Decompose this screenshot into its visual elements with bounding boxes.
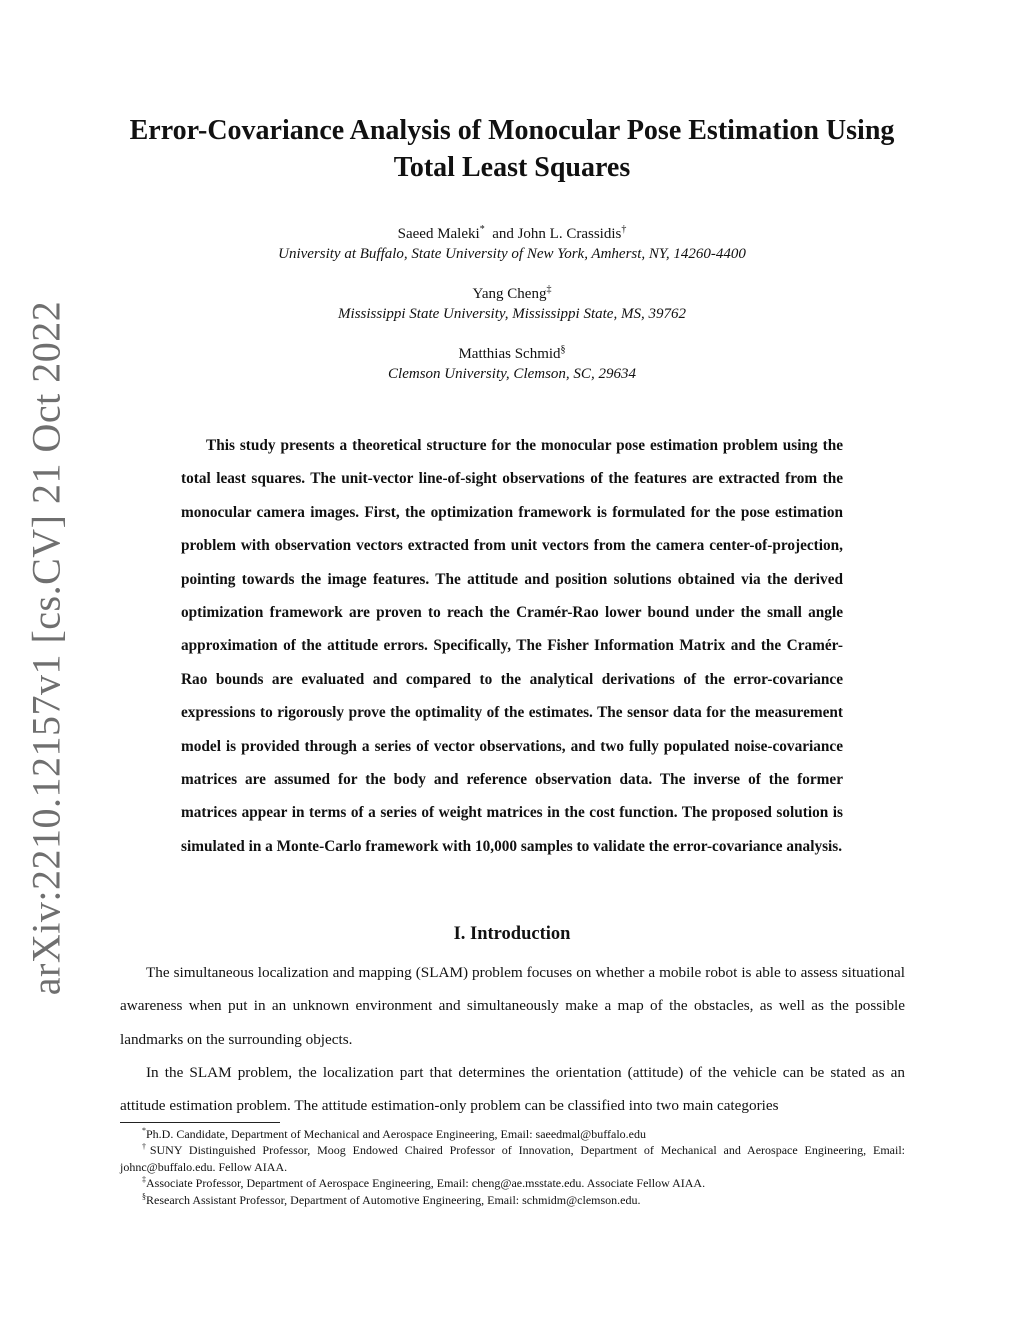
intro-paragraph-2: In the SLAM problem, the localization part that determines the orientation (attitude) of the vehicle can be stated as an attitude estimation problem. The attitude estimation-only problem can be classified into two main categories bbox=[120, 1064, 905, 1115]
footnotes bbox=[120, 1126, 905, 1208]
footnote-1 bbox=[120, 1126, 905, 1142]
footnote-mark-1: * bbox=[142, 1126, 146, 1135]
abstract: This study presents a theoretical structure for the monocular pose estimation problem using the total least squares. The unit-vector line-of-sight observations of the features are extracted from the monocular camera images. First, the optimization framework is formulated for the pose estimation problem with observation vectors extracted from unit vectors from the camera center-of-projection, pointing towards the image features. The attitude and position solutions obtained via the derived optimization framework are proven to reach the Cramér-Rao lower bound under the small angle approximation of the attitude errors. Specifically, The Fisher Information Matrix and the Cramér-Rao bounds are evaluated and compared to the analytical derivations of the error-covariance expressions to rigorously prove the optimality of the estimates. The sensor data for the measurement model is provided through a series of vector observations, and two fully populated noise-covariance matrices are assumed for the body and reference observation data. The inverse of the former matrices appear in terms of a series of weight matrices in the cost function. The proposed solution is simulated in a Monte-Carlo framework with 10,000 samples to validate the error-covariance analysis. bbox=[181, 437, 843, 855]
paper-title-line-2: Total Least Squares bbox=[393, 152, 631, 183]
paper-title bbox=[100, 112, 924, 186]
footnote-text-2: SUNY Distinguished Professor, Moog Endowed Chaired Professor of Innovation, Department of Mechanical and Aerospace Engineering, Email: johnc@buffalo.edu. Fellow AIAA. bbox=[120, 1143, 905, 1174]
section-heading-introduction: I. Introduction bbox=[453, 924, 571, 944]
arxiv-identifier-stamp: arXiv:2210.12157v1 [cs.CV] 21 Oct 2022 bbox=[23, 300, 69, 996]
paper-title-line-1: Error-Covariance Analysis of Monocular Pose Estimation Using bbox=[129, 115, 895, 146]
footnote-2 bbox=[120, 1142, 905, 1175]
author-affiliation-3: Clemson University, Clemson, SC, 29634 bbox=[388, 366, 636, 382]
footnote-text-1: Ph.D. Candidate, Department of Mechanical and Aerospace Engineering, Email: saeedmal@buffalo.edu bbox=[146, 1127, 646, 1141]
footnote-divider bbox=[120, 1122, 280, 1123]
author-names-2: Yang Cheng‡ bbox=[472, 284, 552, 302]
footnote-text-4: Research Assistant Professor, Department of Automotive Engineering, Email: schmidm@clemson.edu. bbox=[146, 1192, 641, 1207]
author-block-1 bbox=[100, 224, 924, 264]
author-block-2 bbox=[100, 284, 924, 324]
intro-paragraph-1: The simultaneous localization and mapping (SLAM) problem focuses on whether a mobile robot is able to assess situational awareness when put in an unknown environment and simultaneously make a map of the obstacles, as well as the possible landmarks on the surrounding objects. bbox=[120, 964, 905, 1048]
footnote-mark-2: † bbox=[142, 1142, 150, 1152]
author-block-3 bbox=[100, 344, 924, 384]
author-names-1: Saeed Maleki* and John L. Crassidis† bbox=[397, 224, 627, 242]
footnote-text-3: Associate Professor, Department of Aerospace Engineering, Email: cheng@ae.msstate.edu. Associate Fellow AIAA. bbox=[146, 1176, 706, 1191]
author-names-3: Matthias Schmid§ bbox=[458, 344, 566, 362]
footnote-4 bbox=[120, 1192, 905, 1208]
footnote-mark-3: ‡ bbox=[142, 1175, 146, 1185]
author-affiliation-2: Mississippi State University, Mississippi State, MS, 39762 bbox=[338, 306, 686, 322]
footnote-3 bbox=[120, 1175, 905, 1191]
footnote-mark-4: § bbox=[142, 1191, 146, 1201]
author-affiliation-1: University at Buffalo, State University of New York, Amherst, NY, 14260-4400 bbox=[278, 246, 746, 262]
